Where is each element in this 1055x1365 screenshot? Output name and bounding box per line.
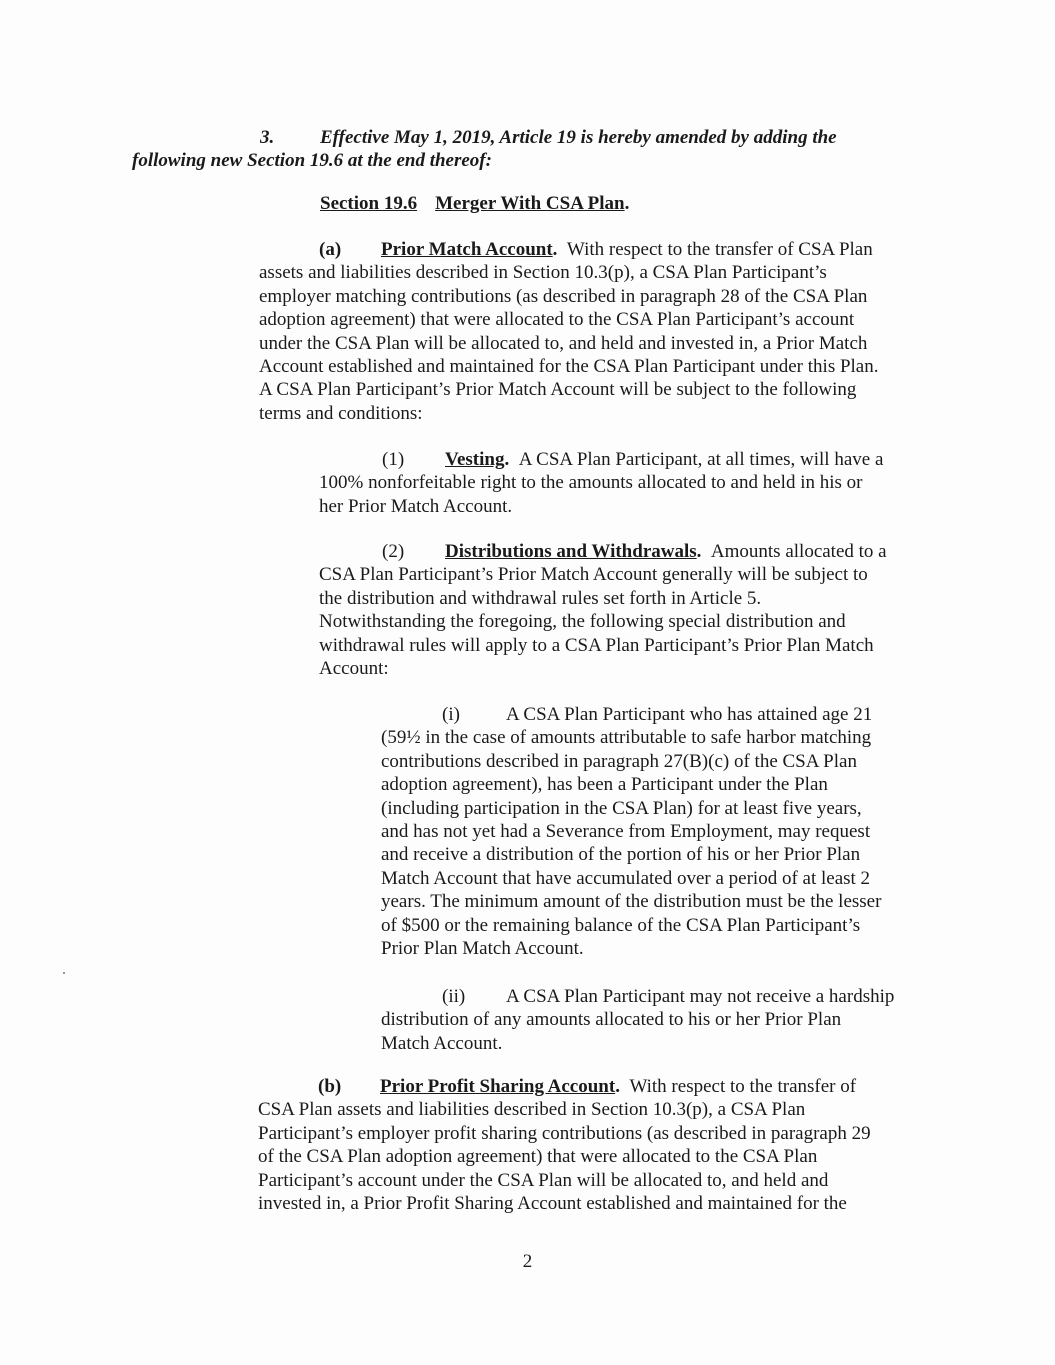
paragraph-b-first-line: With respect to the transfer of — [629, 1076, 857, 1097]
paragraph-2-label: (2) — [382, 541, 405, 562]
paragraph-i-line: of $500 or the remaining balance of the CSA Plan Participant’s — [381, 914, 861, 936]
paragraph-2-line: withdrawal rules will apply to a CSA Plan Participant’s Prior Plan Match — [319, 634, 874, 656]
paragraph-1 — [319, 448, 959, 518]
paragraph-i-line: adoption agreement), has been a Participant under the Plan — [381, 774, 828, 796]
paragraph-1-line: 100% nonforfeitable right to the amounts allocated to and held in his or — [319, 472, 863, 494]
section-title-period: . — [624, 193, 630, 214]
paragraph-a-line: assets and liabilities described in Section 10.3(p), a CSA Plan Participant’s — [259, 262, 827, 284]
paragraph-i-line: and receive a distribution of the portion of his or her Prior Plan — [381, 844, 861, 866]
paragraph-2-line: Notwithstanding the foregoing, the following special distribution and — [319, 611, 846, 633]
paragraph-1-line: her Prior Match Account. — [319, 495, 513, 517]
paragraph-a-line: terms and conditions: — [259, 402, 423, 424]
paragraph-2-heading: Distributions and Withdrawals — [445, 541, 697, 562]
paragraph-i-line: and has not yet had a Severance from Employment, may request — [381, 821, 871, 843]
paragraph-2-first-line: Amounts allocated to a — [710, 541, 887, 562]
paragraph-b-heading-period: . — [615, 1076, 620, 1097]
paragraph-b-line: CSA Plan assets and liabilities described in Section 10.3(p), a CSA Plan — [258, 1099, 806, 1121]
paragraph-i-label: (i) — [442, 704, 460, 725]
paragraph-ii-line: Match Account. — [381, 1032, 503, 1054]
paragraph-a-line: under the CSA Plan will be allocated to, and held and invested in, a Prior Match — [259, 332, 868, 354]
paragraph-a-line: Account established and maintained for the CSA Plan Participant under this Plan. — [259, 356, 879, 378]
paragraph-b-line: Participant’s employer profit sharing contributions (as described in paragraph 29 — [258, 1122, 871, 1144]
paragraph-a — [259, 238, 959, 425]
paragraph-b — [258, 1075, 958, 1215]
amendment-text-line1: Effective May 1, 2019, Article 19 is hereby amended by adding the — [320, 127, 837, 148]
paragraph-a-line: A CSA Plan Participant’s Prior Match Account will be subject to the following — [259, 379, 857, 401]
paragraph-a-line: employer matching contributions (as described in paragraph 28 of the CSA Plan — [259, 285, 868, 307]
paragraph-ii-line: distribution of any amounts allocated to his or her Prior Plan — [381, 1009, 842, 1031]
paragraph-b-heading: Prior Profit Sharing Account — [380, 1076, 616, 1097]
amendment-text-line2: following new Section 19.6 at the end thereof: — [132, 150, 492, 171]
paragraph-i-line: Prior Plan Match Account. — [381, 938, 584, 960]
paragraph-i-first-line: A CSA Plan Participant who has attained age 21 — [506, 704, 873, 725]
page-number: 2 — [522, 1251, 533, 1272]
section-number: Section 19.6 — [320, 193, 418, 214]
paragraph-1-first-line: A CSA Plan Participant, at all times, will have a — [518, 449, 884, 470]
paragraph-1-heading: Vesting — [445, 449, 505, 470]
paragraph-i-line: contributions described in paragraph 27(B)(c) of the CSA Plan — [381, 750, 857, 772]
paragraph-ii — [381, 985, 981, 1055]
paragraph-a-line: adoption agreement) that were allocated to the CSA Plan Participant’s account — [259, 309, 855, 331]
paragraph-2-line: Account: — [319, 658, 389, 680]
paragraph-b-line: of the CSA Plan adoption agreement) that were allocated to the CSA Plan — [258, 1146, 818, 1168]
paragraph-a-heading-period: . — [552, 239, 558, 260]
paragraph-i-line: (59½ in the case of amounts attributable to safe harbor matching — [381, 727, 872, 749]
paragraph-i-line: Match Account that have accumulated over a period of at least 2 — [381, 867, 871, 889]
paragraph-b-line: invested in, a Prior Profit Sharing Account established and maintained for the — [258, 1193, 847, 1215]
paragraph-2-line: the distribution and withdrawal rules set forth in Article 5. — [319, 587, 762, 609]
paragraph-i — [381, 703, 981, 960]
amendment-number: 3. — [260, 127, 275, 148]
paragraph-b-label: (b) — [318, 1076, 342, 1097]
section-title: Merger With CSA Plan — [435, 193, 625, 214]
paragraph-ii-first-line: A CSA Plan Participant may not receive a hardship — [506, 986, 895, 1007]
paragraph-a-first-line: With respect to the transfer of CSA Plan — [566, 239, 873, 260]
paragraph-a-label: (a) — [319, 239, 342, 260]
paragraph-i-line: years. The minimum amount of the distribution must be the lesser — [381, 891, 882, 913]
scan-speck — [63, 972, 65, 974]
section-heading — [320, 192, 629, 215]
paragraph-ii-label: (ii) — [442, 986, 466, 1007]
paragraph-i-line: (including participation in the CSA Plan) for at least five years, — [381, 797, 862, 819]
paragraph-1-heading-period: . — [504, 449, 510, 470]
paragraph-2 — [319, 540, 959, 680]
paragraph-2-line: CSA Plan Participant’s Prior Match Account generally will be subject to — [319, 564, 868, 586]
paragraph-b-line: Participant’s account under the CSA Plan will be allocated to, and held and — [258, 1169, 829, 1191]
paragraph-1-label: (1) — [382, 449, 405, 470]
paragraph-2-heading-period: . — [696, 541, 702, 562]
paragraph-a-heading: Prior Match Account — [381, 239, 553, 260]
